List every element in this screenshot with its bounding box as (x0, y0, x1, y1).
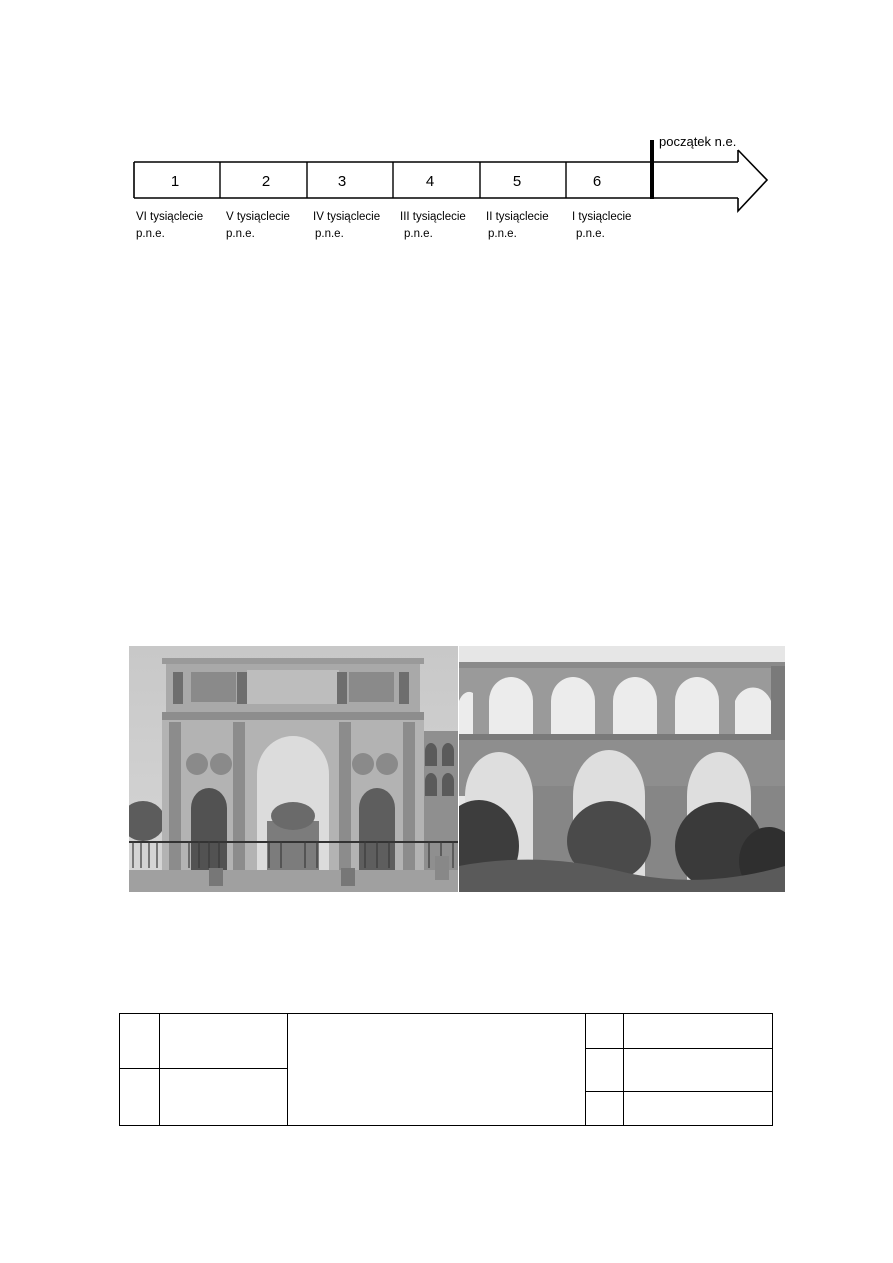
table-cell[interactable] (288, 1014, 586, 1126)
answer-table (119, 1013, 773, 1126)
segment-label-line2: p.n.e. (576, 228, 605, 240)
table-cell[interactable] (160, 1069, 288, 1126)
segment-number-2: 2 (261, 173, 271, 190)
segment-number-6: 6 (592, 173, 602, 190)
segment-label-line1: VI tysiąclecie (136, 211, 204, 223)
table-cell[interactable] (120, 1069, 160, 1126)
table-cell[interactable] (624, 1049, 773, 1092)
segment-label-4 (400, 209, 466, 243)
triumphal-arch-photo (129, 646, 458, 892)
table-cell[interactable] (624, 1092, 773, 1126)
segment-label-line2: p.n.e. (226, 228, 255, 240)
segment-label-line1: II tysiąclecie (486, 211, 549, 223)
segment-number-4: 4 (425, 173, 435, 190)
segment-label-line2: p.n.e. (488, 228, 517, 240)
segment-number-3: 3 (337, 173, 347, 190)
segment-label-line2: p.n.e. (404, 228, 433, 240)
segment-number-1: 1 (170, 173, 180, 190)
segment-label-line2: p.n.e. (136, 228, 165, 240)
aqueduct-photo (459, 646, 785, 892)
segment-number-5: 5 (512, 173, 522, 190)
segment-label-line2: p.n.e. (315, 228, 344, 240)
table-cell[interactable] (586, 1049, 624, 1092)
table-cell[interactable] (160, 1014, 288, 1069)
segment-label-line1: III tysiąclecie (400, 211, 466, 223)
table-cell[interactable] (624, 1014, 773, 1049)
segment-label-line1: IV tysiąclecie (313, 211, 381, 223)
segment-label-5 (486, 209, 549, 243)
segment-label-line1: V tysiąclecie (226, 211, 290, 223)
table-cell[interactable] (586, 1092, 624, 1126)
segment-label-6 (572, 209, 631, 243)
segment-label-line1: I tysiąclecie (572, 211, 632, 223)
era-start-label: początek n.e. (659, 134, 737, 149)
segment-label-3 (313, 209, 380, 243)
table-cell[interactable] (586, 1014, 624, 1049)
table-cell[interactable] (120, 1014, 160, 1069)
segment-label-1 (136, 209, 203, 243)
segment-label-2 (226, 209, 290, 243)
